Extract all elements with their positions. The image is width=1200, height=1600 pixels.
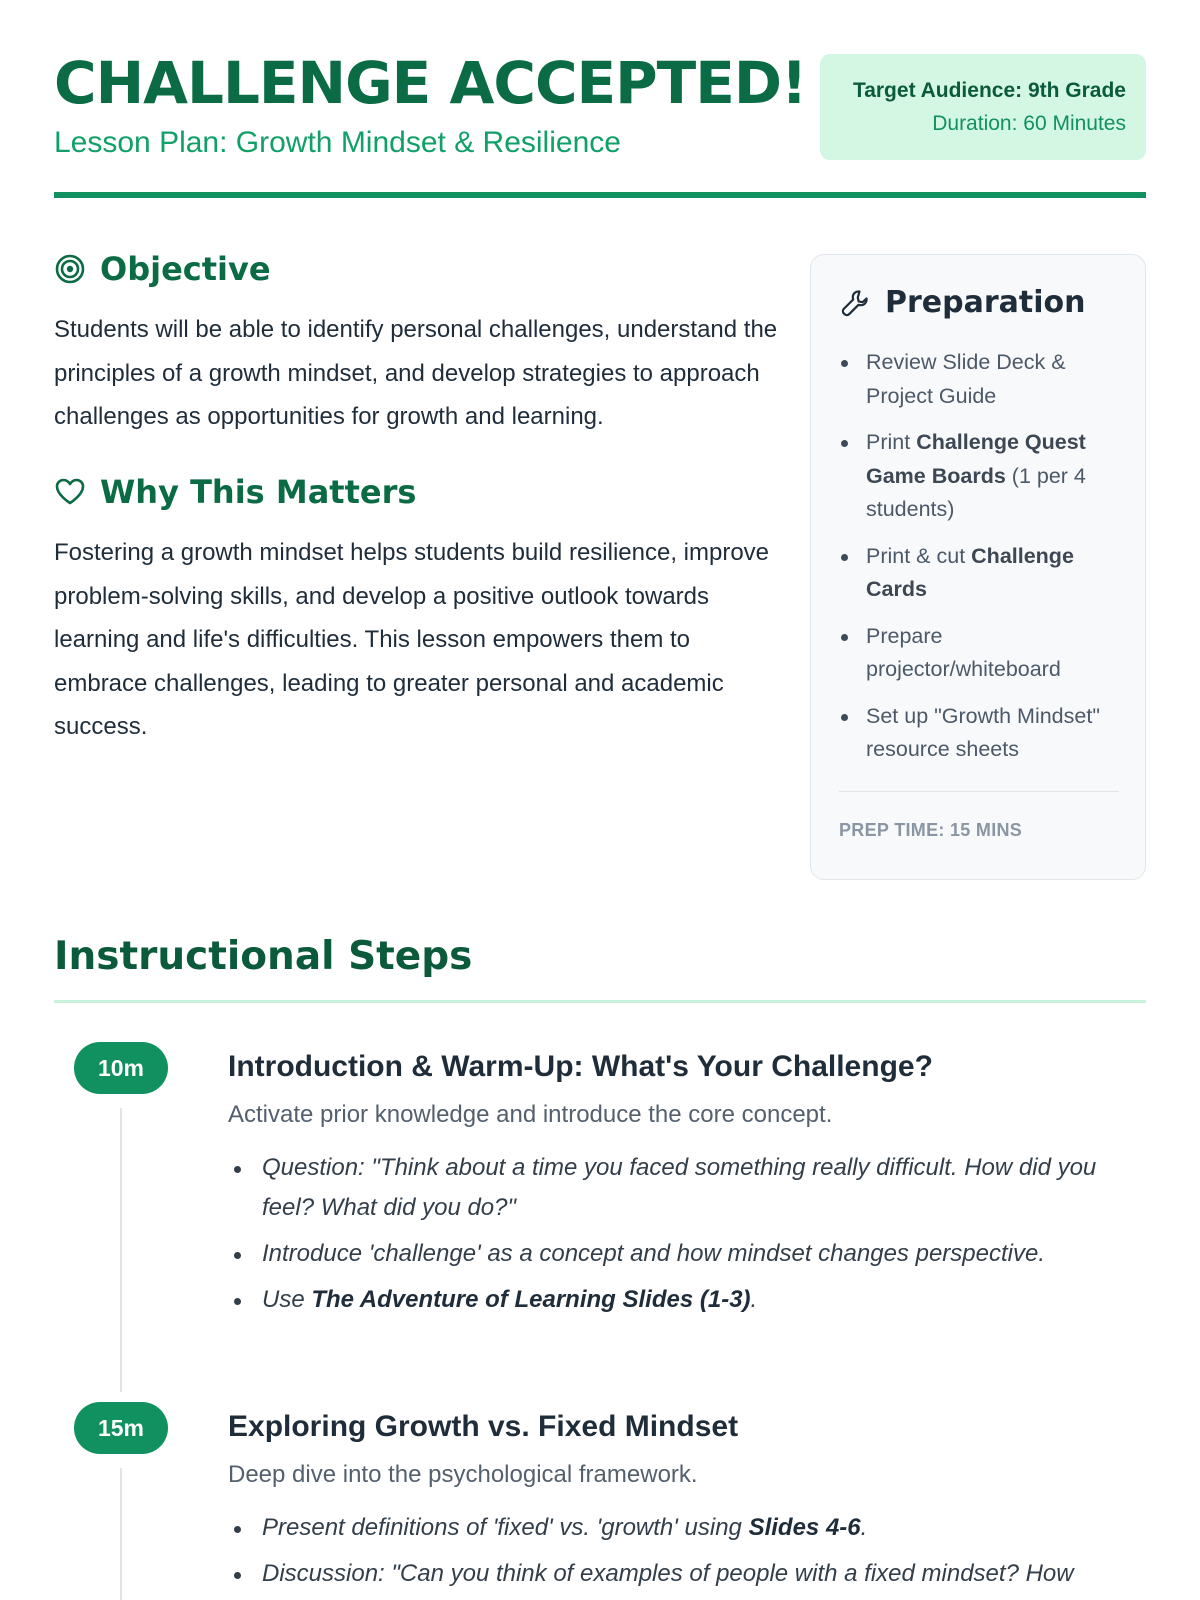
objective-heading-label: Objective (100, 250, 271, 288)
step-bullet: Introduce 'challenge' as a concept and how mindset changes perspective. (228, 1234, 1146, 1274)
step-time-badge: 15m (74, 1402, 168, 1454)
preparation-heading-label: Preparation (885, 285, 1086, 320)
prep-divider (839, 791, 1119, 792)
header (54, 0, 1146, 200)
page-title: CHALLENGE ACCEPTED! (54, 49, 807, 117)
step-bullets (228, 1508, 1146, 1594)
lesson-meta-box (820, 54, 1146, 160)
prep-item: Print Challenge Quest Game Boards (1 per 4 students) (839, 426, 1119, 527)
step-title: Exploring Growth vs. Fixed Mindset (228, 1410, 739, 1443)
step-bullet: Use The Adventure of Learning Slides (1-3). (228, 1280, 1146, 1320)
prep-time: PREP TIME: 15 MINS (839, 819, 1023, 840)
page-subtitle: Lesson Plan: Growth Mindset & Resilience (54, 126, 621, 159)
target-icon (54, 253, 86, 285)
why-text: Fostering a growth mindset helps students build resilience, improve problem-solving skills, and develop a positive outlook towards learning and life's difficulties. This lesson empowers them to embrace challenges, leading to greater personal and academic success. (54, 539, 770, 741)
step-timeline-line (120, 1468, 122, 1600)
step-description: Activate prior knowledge and introduce the core concept. (228, 1101, 833, 1128)
preparation-card (810, 254, 1146, 880)
duration: Duration: 60 Minutes (932, 112, 1126, 135)
wrench-icon (839, 287, 871, 319)
prep-item: Prepare projector/whiteboard (839, 620, 1119, 687)
why-heading-label: Why This Matters (100, 472, 417, 511)
step-description: Deep dive into the psychological framework. (228, 1461, 698, 1488)
prep-item: Set up "Growth Mindset" resource sheets (839, 700, 1119, 767)
prep-item: Review Slide Deck & Project Guide (839, 346, 1119, 413)
heart-icon (54, 476, 86, 508)
objective-text: Students will be able to identify personal challenges, understand the principles of a growth mindset, and develop strategies to approach challenges as opportunities for growth and learning. (54, 316, 778, 431)
preparation-list (839, 346, 1119, 767)
step-bullet: Discussion: "Can you think of examples of people with a fixed mindset? How (228, 1554, 1146, 1594)
step-bullet: Present definitions of 'fixed' vs. 'growth' using Slides 4-6. (228, 1508, 1146, 1548)
header-divider (54, 192, 1146, 198)
objective-heading (54, 250, 784, 288)
prep-item: Print & cut Challenge Cards (839, 540, 1119, 607)
step-time-badge: 10m (74, 1042, 168, 1094)
why-heading (54, 473, 784, 511)
step-body (228, 1042, 1146, 1326)
step-timeline-line (120, 1108, 122, 1392)
step-title: Introduction & Warm-Up: What's Your Challenge? (228, 1050, 933, 1083)
step-bullet: Question: "Think about a time you faced something really difficult. How did you feel? What did you do?" (228, 1148, 1146, 1228)
preparation-heading (839, 285, 1119, 320)
step-bullets (228, 1148, 1146, 1320)
target-audience: Target Audience: 9th Grade (852, 79, 1126, 102)
step-body (228, 1402, 1146, 1600)
steps-heading: Instructional Steps (54, 934, 473, 979)
steps-divider (54, 1000, 1146, 1003)
left-column (54, 250, 784, 749)
